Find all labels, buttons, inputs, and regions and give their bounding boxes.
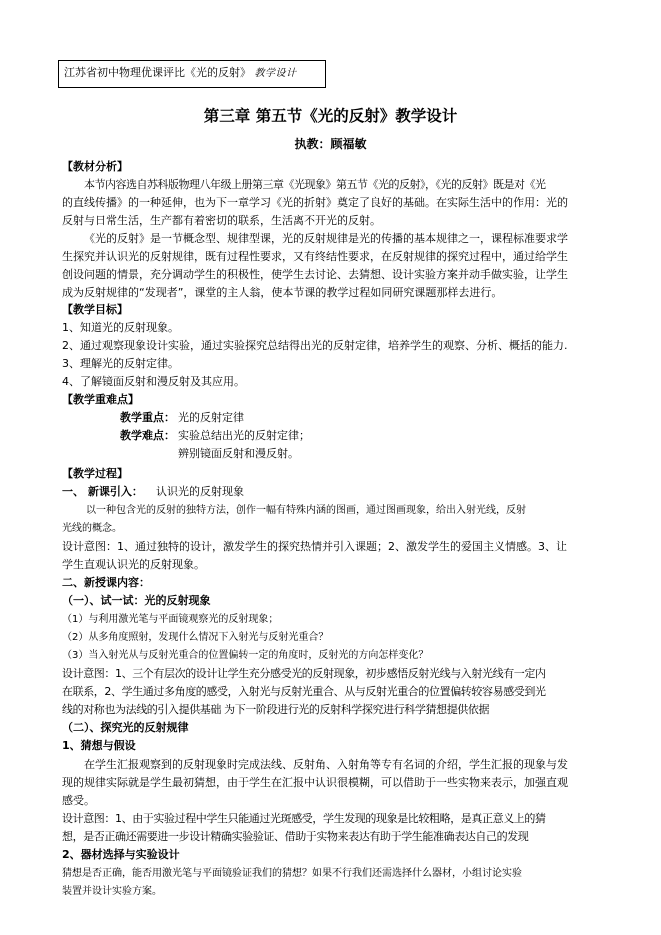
subsection-heading-explore: （二）、探究光的反射规律 bbox=[62, 721, 189, 734]
intro-topic: 认识光的反射现象 bbox=[156, 485, 244, 498]
paragraph-line: 本节内容选自苏科版物理八年级上册第三章《光现象》第五节《光的反射》，《光的反射》既是对《光 bbox=[84, 178, 546, 191]
section-heading-material-analysis: 【教材分析】 bbox=[62, 160, 128, 173]
subsection-heading-try: （一）、试一试：光的反射现象 bbox=[62, 594, 211, 607]
paragraph-line: 反射与日常生活，生产都有着密切的联系，生活离不开光的反射。 bbox=[62, 214, 381, 227]
list-item: （3）当入射光从与反射光重合的位置偏转一定的角度时，反射光的方向怎样变化？ bbox=[62, 650, 429, 661]
difficulty-text: 实验总结出光的反射定律； bbox=[178, 429, 310, 442]
design-intent-line: 学生直观认识光的反射现象。 bbox=[62, 558, 205, 571]
paragraph-line: 感受。 bbox=[62, 794, 95, 807]
paragraph-line: 创设问题的情景，充分调动学生的积极性，使学生去讨论、去猜想、设计实验方案并动手做实验，让学生 bbox=[62, 268, 568, 281]
goal-item: 1、知道光的反射现象。 bbox=[62, 321, 179, 334]
subsection-heading-new-content: 二、新授课内容： bbox=[62, 576, 150, 589]
subsection-heading-intro: 一、 新课引入： bbox=[62, 485, 143, 498]
paragraph-line: 生探究并认识光的反射规律，既有过程性要求，又有终结性要求，在反射规律的探究过程中，通过给学生 bbox=[62, 250, 568, 263]
design-intent-line: 想，是否正确还需要进一步设计精确实验验证、借助于实物来表达有助于学生能准确表达自己的发现 bbox=[62, 830, 529, 843]
design-intent-line: 在联系，2、学生通过多角度的感受，入射光与反射光重合、从与反射光重合的位置偏转较容易感受到光 bbox=[62, 685, 546, 698]
paragraph-line: 光线的概念。 bbox=[62, 523, 122, 534]
key-point-text: 光的反射定律 bbox=[178, 411, 244, 424]
header-handwritten-note: 教学设计 bbox=[254, 68, 297, 79]
difficulty-text: 辨别镜面反射和漫反射。 bbox=[178, 447, 299, 460]
header-label bbox=[64, 66, 297, 81]
design-intent-line: 设计意图：1、通过独特的设计，激发学生的探究热情并引入课题；2、激发学生的爱国主义情感。3、让 bbox=[62, 540, 567, 553]
document-title: 第三章 第五节《光的反射》教学设计 bbox=[203, 106, 458, 125]
subsection-heading-equipment: 2、器材选择与实验设计 bbox=[62, 848, 180, 861]
author-line: 执教：顾福敏 bbox=[294, 137, 367, 151]
section-heading-key-points: 【教学重难点】 bbox=[62, 393, 139, 406]
list-item: （2）从多角度照射，发现什么情况下入射光与反射光重合？ bbox=[62, 632, 329, 643]
section-heading-teaching-goals: 【教学目标】 bbox=[62, 303, 128, 316]
paragraph-line: 在学生汇报观察到的反射现象时完成法线、反射角、入射角等专有名词的介绍，学生汇报的现象与发 bbox=[84, 758, 568, 771]
difficulty-label: 教学难点： bbox=[120, 429, 175, 442]
goal-item: 2、通过观察现象设计实验，通过实验探究总结得出光的反射定律，培养学生的观察、分析、概括的能力. bbox=[62, 339, 568, 352]
subsection-heading-hypothesis: 1、猜想与假设 bbox=[62, 739, 136, 752]
paragraph-line: 的直线传播》的一种延伸，也为下一章学习《光的折射》奠定了良好的基础。在实际生活中的作用：光的 bbox=[62, 196, 568, 209]
design-intent-line: 线的对称也为法线的引入提供基础 为下一阶段进行光的反射科学探究进行科学猜想提供依据 bbox=[62, 703, 490, 716]
goal-item: 3、理解光的反射定律。 bbox=[62, 357, 179, 370]
paragraph-line: 《光的反射》是一节概念型、规律型课，光的反射规律是光的传播的基本规律之一，课程标准要求学 bbox=[84, 232, 568, 245]
design-intent-line: 设计意图：1、三个有层次的设计让学生充分感受光的反射现象，初步感悟反射光线与入射光线有一定内 bbox=[62, 667, 546, 680]
list-item: （1）与利用激光笔与平面镜观察光的反射现象； bbox=[62, 614, 279, 625]
paragraph-line: 以一种包含光的反射的独特方法，创作一幅有特殊内涵的图画，通过图画现象，给出入射光线，反射 bbox=[86, 505, 526, 516]
paragraph-line: 成为反射规律的“发现者”，课堂的主人翁，使本节课的教学过程如同研究课题那样去进行。 bbox=[62, 286, 503, 299]
design-intent-line: 设计意图：1、由于实验过程中学生只能通过光斑感受，学生发现的现象是比较粗略，是真正意义上的猜 bbox=[62, 812, 546, 825]
section-heading-teaching-process: 【教学过程】 bbox=[62, 467, 128, 480]
header-box-text: 江苏省初中物理优课评比《光的反射》 bbox=[64, 66, 251, 79]
goal-item: 4、了解镜面反射和漫反射及其应用。 bbox=[62, 375, 245, 388]
paragraph-line: 现的规律实际就是学生最初猜想，由于学生在汇报中认识很模糊，可以借助于一些实物来表示，加强直观 bbox=[62, 776, 568, 789]
paragraph-line: 猜想是否正确，能否用激光笔与平面镜验证我们的猜想？如果不行我们还需选择什么器材，小组讨论实验 bbox=[62, 868, 522, 879]
paragraph-line: 装置并设计实验方案。 bbox=[62, 886, 162, 897]
key-point-label: 教学重点： bbox=[120, 411, 175, 424]
